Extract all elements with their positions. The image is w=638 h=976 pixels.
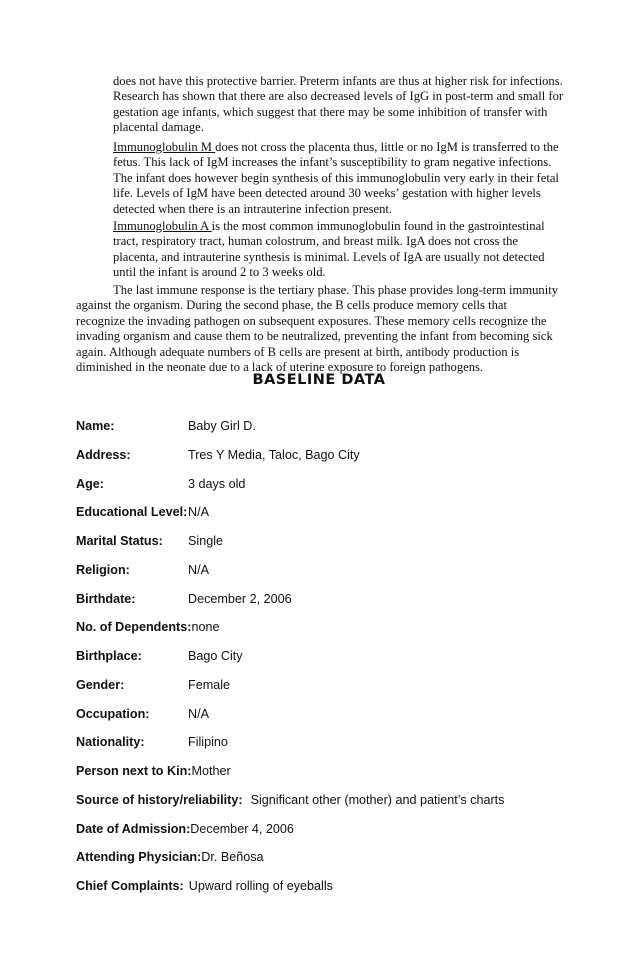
field-value: N/A (188, 707, 209, 721)
field-value: Filipino (188, 735, 228, 749)
field-address (76, 448, 360, 462)
field-label: Attending Physician: (76, 850, 202, 864)
field-value: N/A (188, 563, 209, 577)
field-value: 3 days old (188, 477, 246, 491)
field-attending-physician (76, 850, 264, 864)
field-birthplace (76, 649, 243, 663)
paragraph-iga-text: is the most common immunoglobulin found in the gastrointestinal tract, respiratory tract, human colostrum, and breast milk. IgA does not cross the placenta, and intrauterine synthesis is minimal. Levels of IgA are usually not detected until the infant is around 2 to 3 weeks old. (113, 219, 545, 280)
field-birthdate (76, 592, 292, 606)
field-gender (76, 678, 230, 692)
field-value: none (191, 620, 220, 634)
term-immunoglobulin-m: Immunoglobulin M (113, 140, 216, 154)
field-value: N/A (188, 505, 209, 519)
field-date-of-admission (76, 822, 294, 836)
paragraph-iga (113, 219, 565, 281)
field-educational-level (76, 505, 209, 519)
field-age (76, 477, 245, 491)
field-value: Mother (191, 764, 231, 778)
field-religion (76, 563, 209, 577)
field-value: Significant other (mother) and patient’s charts (250, 793, 505, 807)
paragraph-igg-transfer: does not have this protective barrier. Preterm infants are thus at higher risk for infections. Research has shown that there are also decreased levels of IgG in post-term and small for gestation age infants, which suggest that there may be some inhibition of transfer with placental damage. (113, 74, 564, 135)
field-occupation (76, 707, 209, 721)
field-dependents (76, 620, 219, 634)
field-value: Bago City (188, 649, 243, 663)
field-person-next-to-kin (76, 764, 231, 778)
field-value: Tres Y Media, Taloc, Bago City (188, 448, 360, 462)
field-label: Gender: (76, 678, 125, 692)
field-label: Source of history/reliability: (76, 793, 243, 807)
paragraph-igm-text: does not cross the placenta thus, little or no IgM is transferred to the fetus. This lack of IgM increases the infant’s susceptibility to gram negative infections. The infant does however begin synthesis of this immunoglobulin very early in their fetal life. Levels of IgM have been detected around 30 weeks’ gestation with higher levels detected when there is an intrauterine infection present. (113, 140, 559, 216)
field-label: Religion: (76, 563, 130, 577)
field-label: Person next to Kin: (76, 764, 192, 778)
field-label: Date of Admission: (76, 822, 191, 836)
field-value: Female (188, 678, 230, 692)
field-label: Occupation: (76, 707, 150, 721)
field-label: Birthdate: (76, 592, 136, 606)
field-marital-status (76, 534, 223, 548)
field-label: Birthplace: (76, 649, 142, 663)
term-immunoglobulin-a: Immunoglobulin A (113, 219, 212, 233)
field-label: Educational Level: (76, 505, 188, 519)
field-value: December 2, 2006 (188, 592, 292, 606)
field-value: Single (188, 534, 224, 548)
paragraph-tertiary-phase: The last immune response is the tertiary phase. This phase provides long-term immunity against the organism. During the second phase, the B cells produce memory cells that recognize the invading pathogen on subsequent exposures. These memory cells recognize the invading organism and cause them to be neutralized, preventing the infant from becoming sick again. Although adequate numbers of B cells are present at birth, antibody production is diminished in the neonate due to a lack of uterine exposure to foreign pathogens. (76, 283, 559, 375)
field-value: Upward rolling of eyeballs (188, 879, 333, 893)
section-heading: BASELINE DATA (252, 372, 386, 388)
field-label: Address: (76, 448, 131, 462)
field-label: No. of Dependents: (76, 620, 192, 634)
field-name (76, 419, 256, 433)
field-value: December 4, 2006 (190, 822, 294, 836)
field-label: Nationality: (76, 735, 145, 749)
field-value: Dr. Beñosa (201, 850, 264, 864)
field-label: Age: (76, 477, 104, 491)
paragraph-igm (113, 140, 565, 217)
field-label: Name: (76, 419, 115, 433)
field-chief-complaints (76, 879, 333, 893)
field-source-of-history (76, 793, 504, 807)
field-label: Chief Complaints: (76, 879, 184, 893)
field-label: Marital Status: (76, 534, 163, 548)
field-value: Baby Girl D. (188, 419, 256, 433)
field-nationality (76, 735, 228, 749)
